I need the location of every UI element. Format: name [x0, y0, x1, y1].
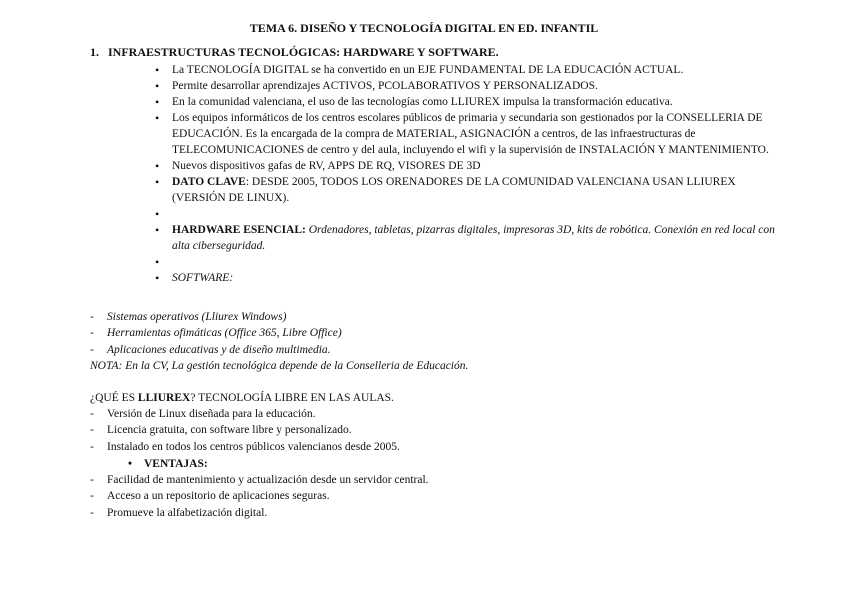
list-item: • La TECNOLOGÍA DIGITAL se ha convertido en un EJE FUNDAMENTAL DE LA EDUCACIÓN ACTUAL.	[172, 62, 782, 78]
list-item: - Sistemas operativos (Lliurex Windows)	[90, 309, 342, 325]
hardware-label: HARDWARE ESENCIAL:	[172, 224, 306, 236]
list-item: • En la comunidad valenciana, el uso de las tecnologías como LLIUREX impulsa la transformación educativa.	[172, 94, 782, 110]
section-bullet-list	[172, 62, 782, 286]
list-item: - Aplicaciones educativas y de diseño multimedia.	[90, 342, 342, 358]
section-number: 1.	[90, 45, 99, 59]
list-item: - Instalado en todos los centros públicos valencianos desde 2005.	[90, 439, 400, 455]
hardware-text: Ordenadores, tabletas, pizarras digitales, impresoras 3D, kits de robótica. Conexión en red local con alta ciberseguridad.	[172, 224, 775, 252]
software-label: • SOFTWARE:	[172, 270, 782, 286]
dato-clave-label: DATO CLAVE	[172, 176, 246, 188]
spacer	[172, 206, 782, 222]
list-item: - Licencia gratuita, con software libre y personalizado.	[90, 422, 400, 438]
list-item: - Acceso a un repositorio de aplicaciones seguras.	[90, 488, 429, 504]
list-item: - Facilidad de mantenimiento y actualización desde un servidor central.	[90, 472, 429, 488]
lliurex-question	[90, 390, 394, 406]
dato-clave-item	[172, 174, 782, 206]
list-item: • Permite desarrollar aprendizajes ACTIVOS, PCOLABORATIVOS Y PERSONALIZADOS.	[172, 78, 782, 94]
lliurex-question-bold: LLIUREX	[137, 392, 191, 404]
dato-clave-text: : DESDE 2005, TODOS LOS ORENADORES DE LA COMUNIDAD VALENCIANA USAN LLIUREX (VERSIÓN DE LINUX).	[172, 176, 736, 204]
spacer	[172, 254, 782, 270]
list-item: - Versión de Linux diseñada para la educación.	[90, 406, 400, 422]
document-title: TEMA 6. DISEÑO Y TECNOLOGÍA DIGITAL EN ED. INFANTIL	[249, 21, 599, 35]
ventajas-list	[90, 472, 429, 521]
lliurex-question-prefix: ¿QUÉ ES	[90, 392, 138, 404]
lliurex-question-suffix: ? TECNOLOGÍA LIBRE EN LAS AULAS.	[190, 392, 394, 404]
lliurex-list	[90, 406, 400, 455]
hardware-item	[172, 222, 782, 254]
nota-text: NOTA: En la CV, La gestión tecnológica depende de la Conselleria de Educación.	[90, 360, 469, 372]
list-item: - Herramientas ofimáticas (Office 365, Libre Office)	[90, 325, 342, 341]
software-list	[90, 309, 342, 358]
list-item: - Promueve la alfabetización digital.	[90, 505, 429, 521]
list-item: • Nuevos dispositivos gafas de RV, APPS DE RQ, VISORES DE 3D	[172, 158, 782, 174]
ventajas-label: • VENTAJAS:	[144, 456, 208, 472]
section-heading-text: INFRAESTRUCTURAS TECNOLÓGICAS: HARDWARE Y SOFTWARE.	[108, 45, 499, 59]
list-item: • Los equipos informáticos de los centros escolares públicos de primaria y secundaria son gestionados por la CONSELLERIA DE EDUCACIÓN. Es la encargada de la compra de MATERIAL, ASIGNACIÓN a centros, de las infraestructuras de TELECOMUNICACIONES de centro y del aula, incluyendo el wifi y la supervisión de INSTALACIÓN Y MANTENIMIENTO.	[172, 110, 782, 158]
section-heading	[90, 44, 499, 60]
